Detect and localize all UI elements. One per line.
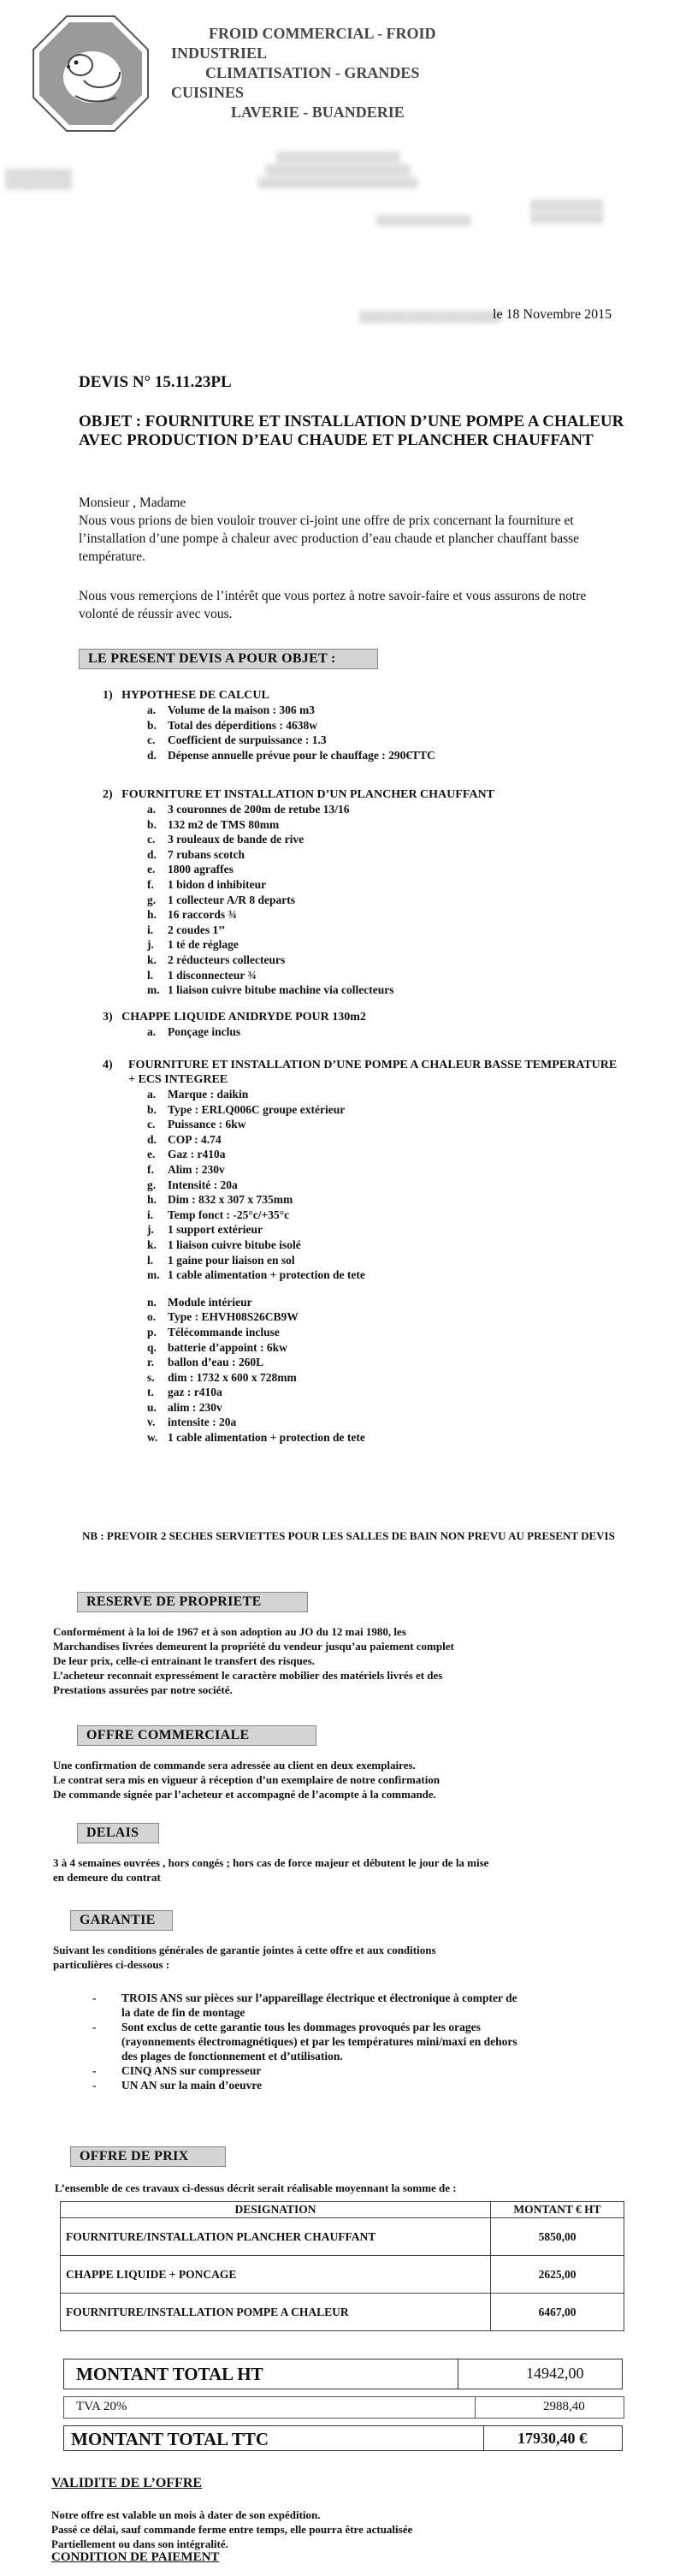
list-item: g. 1 collecteur A/R 8 departs (147, 893, 295, 906)
list-item: d. COP : 4.74 (147, 1132, 222, 1146)
section-title: OFFRE DE PRIX (70, 2146, 226, 2167)
item-title: 1) HYPOTHESE DE CALCUL (103, 689, 269, 702)
list-item: g. Intensité : 20a (147, 1178, 238, 1191)
text-line: Suivant les conditions générales de garantie jointes à cette offre et aux conditions (53, 1944, 436, 1956)
list-item: - Sont exclus de cette garantie tous les dommages provoqués par les orages (rayonnements électromagnétiques) et par les températures mini/maxi en dehors des plages de fonctionnement et d’utilisation. (70, 2020, 660, 2063)
section-title: GARANTIE (70, 1910, 173, 1931)
list-item: u. alim : 230v (147, 1400, 222, 1414)
section-title: OFFRE COMMERCIALE (77, 1725, 316, 1746)
total-ht-label: MONTANT TOTAL HT (76, 2364, 263, 2384)
list-item: i. 2 coudes 1’’ (147, 923, 226, 936)
devis-number: DEVIS N° 15.11.23PL (79, 373, 232, 391)
objet-title: OBJET : FOURNITURE ET INSTALLATION D’UNE POMPE A CHALEUR AVEC PRODUCTION D’EAU CHAUDE ET PLANCHER CHAUFFANT (79, 413, 624, 449)
item-3-subs (103, 1024, 650, 1040)
company-line: LAVERIE - BUANDERIE (231, 104, 405, 121)
item-title: 2) FOURNITURE ET INSTALLATION D’UN PLANCHER CHAUFFANT (103, 788, 494, 801)
total-ht-value: 14942,00 (526, 2365, 584, 2382)
section-reserve-header (77, 1592, 308, 1612)
text-line: en demeure du contrat (53, 1871, 161, 1884)
validite-text (51, 2508, 650, 2551)
list-item: m. 1 cable alimentation + protection de tete (147, 1268, 365, 1282)
total-ttc-value: 17930,40 € (517, 2430, 587, 2447)
table-row (61, 2218, 624, 2256)
table-cell: 5850,00 (491, 2218, 624, 2256)
paiement-title: CONDITION DE PAIEMENT (51, 2550, 220, 2564)
intro-paragraph: Nous vous prions de bien vouloir trouver ci-joint une offre de prix concernant la fourniture et l’installation d’une pompe à chaleur avec production d’eau chaude et plancher chauffant basse température. (79, 513, 580, 564)
section-objet-header (79, 649, 378, 669)
list-item: c. Coefficient de surpuissance : 1.3 (147, 733, 327, 747)
reserve-text (53, 1624, 652, 1697)
list-item: k. 1 liaison cuivre bitube isolé (147, 1238, 301, 1251)
table-cell: CHAPPE LIQUIDE + PONCAGE (61, 2256, 491, 2294)
list-item: q. batterie d’appoint : 6kw (147, 1340, 287, 1354)
list-item: k. 2 réducteurs collecteurs (147, 953, 286, 966)
company-line: INDUSTRIEL (171, 45, 268, 62)
list-item: a. Ponçage inclus (147, 1025, 241, 1038)
delais-text (53, 1855, 669, 1885)
item-title: 3) CHAPPE LIQUIDE ANIDRYDE POUR 130m2 (103, 1011, 366, 1024)
table-cell: FOURNITURE/INSTALLATION PLANCHER CHAUFFANT (61, 2218, 491, 2256)
text-line: Notre offre est valable un mois à dater de son expédition. (51, 2508, 321, 2521)
company-logo-icon (31, 14, 151, 134)
thanks-paragraph: Nous vous remerçions de l’intérêt que vous portez à notre savoir-faire et vous assurons de notre volonté de réussir avec vous. (79, 589, 587, 621)
greeting: Monsieur , Madame (79, 496, 186, 510)
list-item: e. Gaz : r410a (147, 1148, 226, 1161)
text-line: Une confirmation de commande sera adressée au client en deux exemplaires. (53, 1759, 416, 1772)
table-cell: FOURNITURE/INSTALLATION POMPE A CHALEUR (61, 2294, 491, 2331)
list-item: d. 7 rubans scotch (147, 847, 245, 861)
list-item: b. Total des déperditions : 4638w (147, 718, 318, 732)
list-item: h. Dim : 832 x 307 x 735mm (147, 1193, 293, 1207)
list-item: o. Type : EHVH08S26CB9W (147, 1310, 299, 1324)
redacted-contact: ▒▒▒▒▒▒▒▒▒▒▒▒▒ (376, 214, 471, 226)
list-item: b. Type : ERLQ006C groupe extérieur (147, 1102, 346, 1116)
garantie-intro (53, 1943, 652, 1972)
section-title: LE PRESENT DEVIS A POUR OBJET : (79, 649, 378, 669)
text-line: Le contrat sera mis en vigueur à réception d’un exemplaire de notre confirmation (53, 1773, 441, 1786)
item-title: 4) FOURNITURE ET INSTALLATION D’UNE POMPE A CHALEUR BASSE TEMPERATURE + ECS INTEGREE (103, 1059, 618, 1086)
prix-table (60, 2201, 624, 2331)
text-line: Prestations assurées par notre société. (53, 1683, 233, 1696)
table-row (61, 2256, 624, 2294)
list-item: m. 1 liaison cuivre bitube machine via collecteurs (147, 983, 394, 997)
section-offre-header (77, 1725, 316, 1746)
list-item: c. 3 rouleaux de bande de rive (147, 833, 305, 846)
table-header-row (61, 2202, 624, 2218)
text-line: Passé ce délai, sauf commande ferme entre temps, elle pourra être actualisée (51, 2523, 413, 2536)
list-item: r. ballon d’eau : 260L (147, 1356, 264, 1369)
list-item: d. Dépense annuelle prévue pour le chauffage : 290€TTC (147, 748, 435, 762)
text-line: Marchandises livrées demeurent la propriété du vendeur jusqu’au paiement complet (53, 1640, 454, 1653)
section-prix-header (70, 2146, 226, 2167)
garantie-list (70, 1991, 660, 2092)
section-garantie-header (70, 1910, 173, 1931)
text-line: 3 à 4 semaines ouvrées , hors congés ; hors cas de force majeur et débutent le jour de la mise (53, 1856, 489, 1869)
list-item: f. 1 bidon d inhibiteur (147, 877, 267, 891)
document-date: le 18 Novembre 2015 (493, 307, 612, 322)
list-item: w. 1 cable alimentation + protection de tete (147, 1431, 365, 1445)
company-line: FROID COMMERCIAL - FROID (209, 25, 436, 42)
tva-value: 2988,40 (543, 2400, 585, 2413)
tva-label: TVA 20% (76, 2400, 127, 2413)
list-item: i. Temp fonct : -25°c/+35°c (147, 1208, 290, 1221)
tva-box (63, 2396, 624, 2419)
table-header: DESIGNATION (61, 2202, 491, 2218)
list-item: a. 3 couronnes de 200m de retube 13/16 (147, 803, 350, 816)
item-4 (103, 1058, 650, 1445)
list-item: j. 1 support extérieur (147, 1223, 263, 1237)
item-2 (103, 787, 650, 998)
redacted-client: ▒▒▒▒▒▒▒▒▒▒ ▒▒▒▒▒▒▒▒▒▒ (530, 199, 604, 223)
text-line: Partiellement ou dans son intégralité. (51, 2537, 228, 2550)
list-item: c. Puissance : 6kw (147, 1118, 246, 1131)
section-title: RESERVE DE PROPRIETE (77, 1592, 308, 1612)
text-line: De commande signée par l’acheteur et accompagné de l’acompte à la commande. (53, 1788, 436, 1801)
list-item: f. Alim : 230v (147, 1162, 225, 1176)
item-2-subs (103, 802, 650, 998)
section-delais-header (77, 1823, 159, 1843)
list-item: j. 1 té de réglage (147, 938, 239, 952)
text-line: De leur prix, celle-ci entrainant le transfert des risques. (53, 1654, 315, 1667)
table-header: MONTANT € HT (491, 2202, 624, 2218)
text-line: Conformément à la loi de 1967 et à son adoption au JO du 12 mai 1980, les (53, 1625, 406, 1638)
list-item: - TROIS ANS sur pièces sur l’appareillage électrique et électronique à compter de la date de fin de montage (70, 1991, 660, 2020)
list-item: l. 1 gaine pour liaison en sol (147, 1253, 295, 1267)
company-line: CUISINES (171, 84, 245, 101)
list-item: h. 16 raccords ¾ (147, 908, 237, 922)
item-1 (103, 688, 650, 763)
text-line: particulières ci-dessous : (53, 1958, 170, 1971)
offre-text (53, 1758, 652, 1801)
item-1-subs (103, 703, 650, 763)
text-line: L’acheteur reconnait expressément le caractère mobilier des matériels livrés et des (53, 1669, 443, 1682)
redacted-sender: ▒▒▒▒▒ (5, 168, 72, 189)
table-row (61, 2294, 624, 2331)
total-ttc-box (63, 2425, 623, 2451)
section-title: DELAIS (77, 1823, 159, 1843)
table-cell: 2625,00 (491, 2256, 624, 2294)
validite-title: VALIDITE DE L’OFFRE (51, 2476, 203, 2490)
table-cell: 6467,00 (491, 2294, 624, 2331)
item-4-subs (103, 1087, 650, 1445)
company-logo (31, 14, 151, 134)
list-item: l. 1 disconnecteur ¾ (147, 968, 257, 982)
list-item: a. Marque : daikin (147, 1088, 249, 1101)
total-ht-box (63, 2359, 623, 2389)
list-item: - UN AN sur la main d’oeuvre (70, 2078, 660, 2092)
list-item: s. dim : 1732 x 600 x 728mm (147, 1370, 297, 1384)
prix-intro: L’ensemble de ces travaux ci-dessus décrit serait réalisable moyennant la somme de : (55, 2181, 457, 2194)
list-item: a. Volume de la maison : 306 m3 (147, 703, 316, 716)
list-item: - CINQ ANS sur compresseur (70, 2063, 660, 2078)
list-item: v. intensite : 20a (147, 1416, 237, 1429)
nb-note: NB : PREVOIR 2 SECHES SERVIETTES POUR LES SALLES DE BAIN NON PREVU AU PRESENT DEVIS (82, 1529, 615, 1542)
list-item: e. 1800 agraffes (147, 863, 234, 876)
list-item: p. Télécommande incluse (147, 1325, 280, 1338)
list-item: n. Module intérieur (147, 1295, 252, 1309)
list-item: b. 132 m2 de TMS 80mm (147, 817, 280, 831)
redacted-address: ▒▒▒▒▒▒▒▒▒▒▒▒▒▒▒▒▒ ▒▒▒▒▒▒▒▒▒▒▒▒▒▒▒▒▒▒▒▒ ▒▒▒▒▒▒▒▒▒▒▒▒▒▒▒▒▒▒▒▒▒▒ (257, 151, 418, 188)
company-activities (171, 24, 547, 122)
item-3 (103, 1010, 650, 1040)
list-item: t. gaz : r410a (147, 1386, 222, 1399)
redacted-place: ▒▒▒▒▒▒▒▒▒▒▒▒▒▒▒▒▒▒ (359, 310, 501, 323)
total-ttc-label: MONTANT TOTAL TTC (71, 2429, 269, 2449)
company-line: CLIMATISATION - GRANDES (205, 64, 420, 81)
